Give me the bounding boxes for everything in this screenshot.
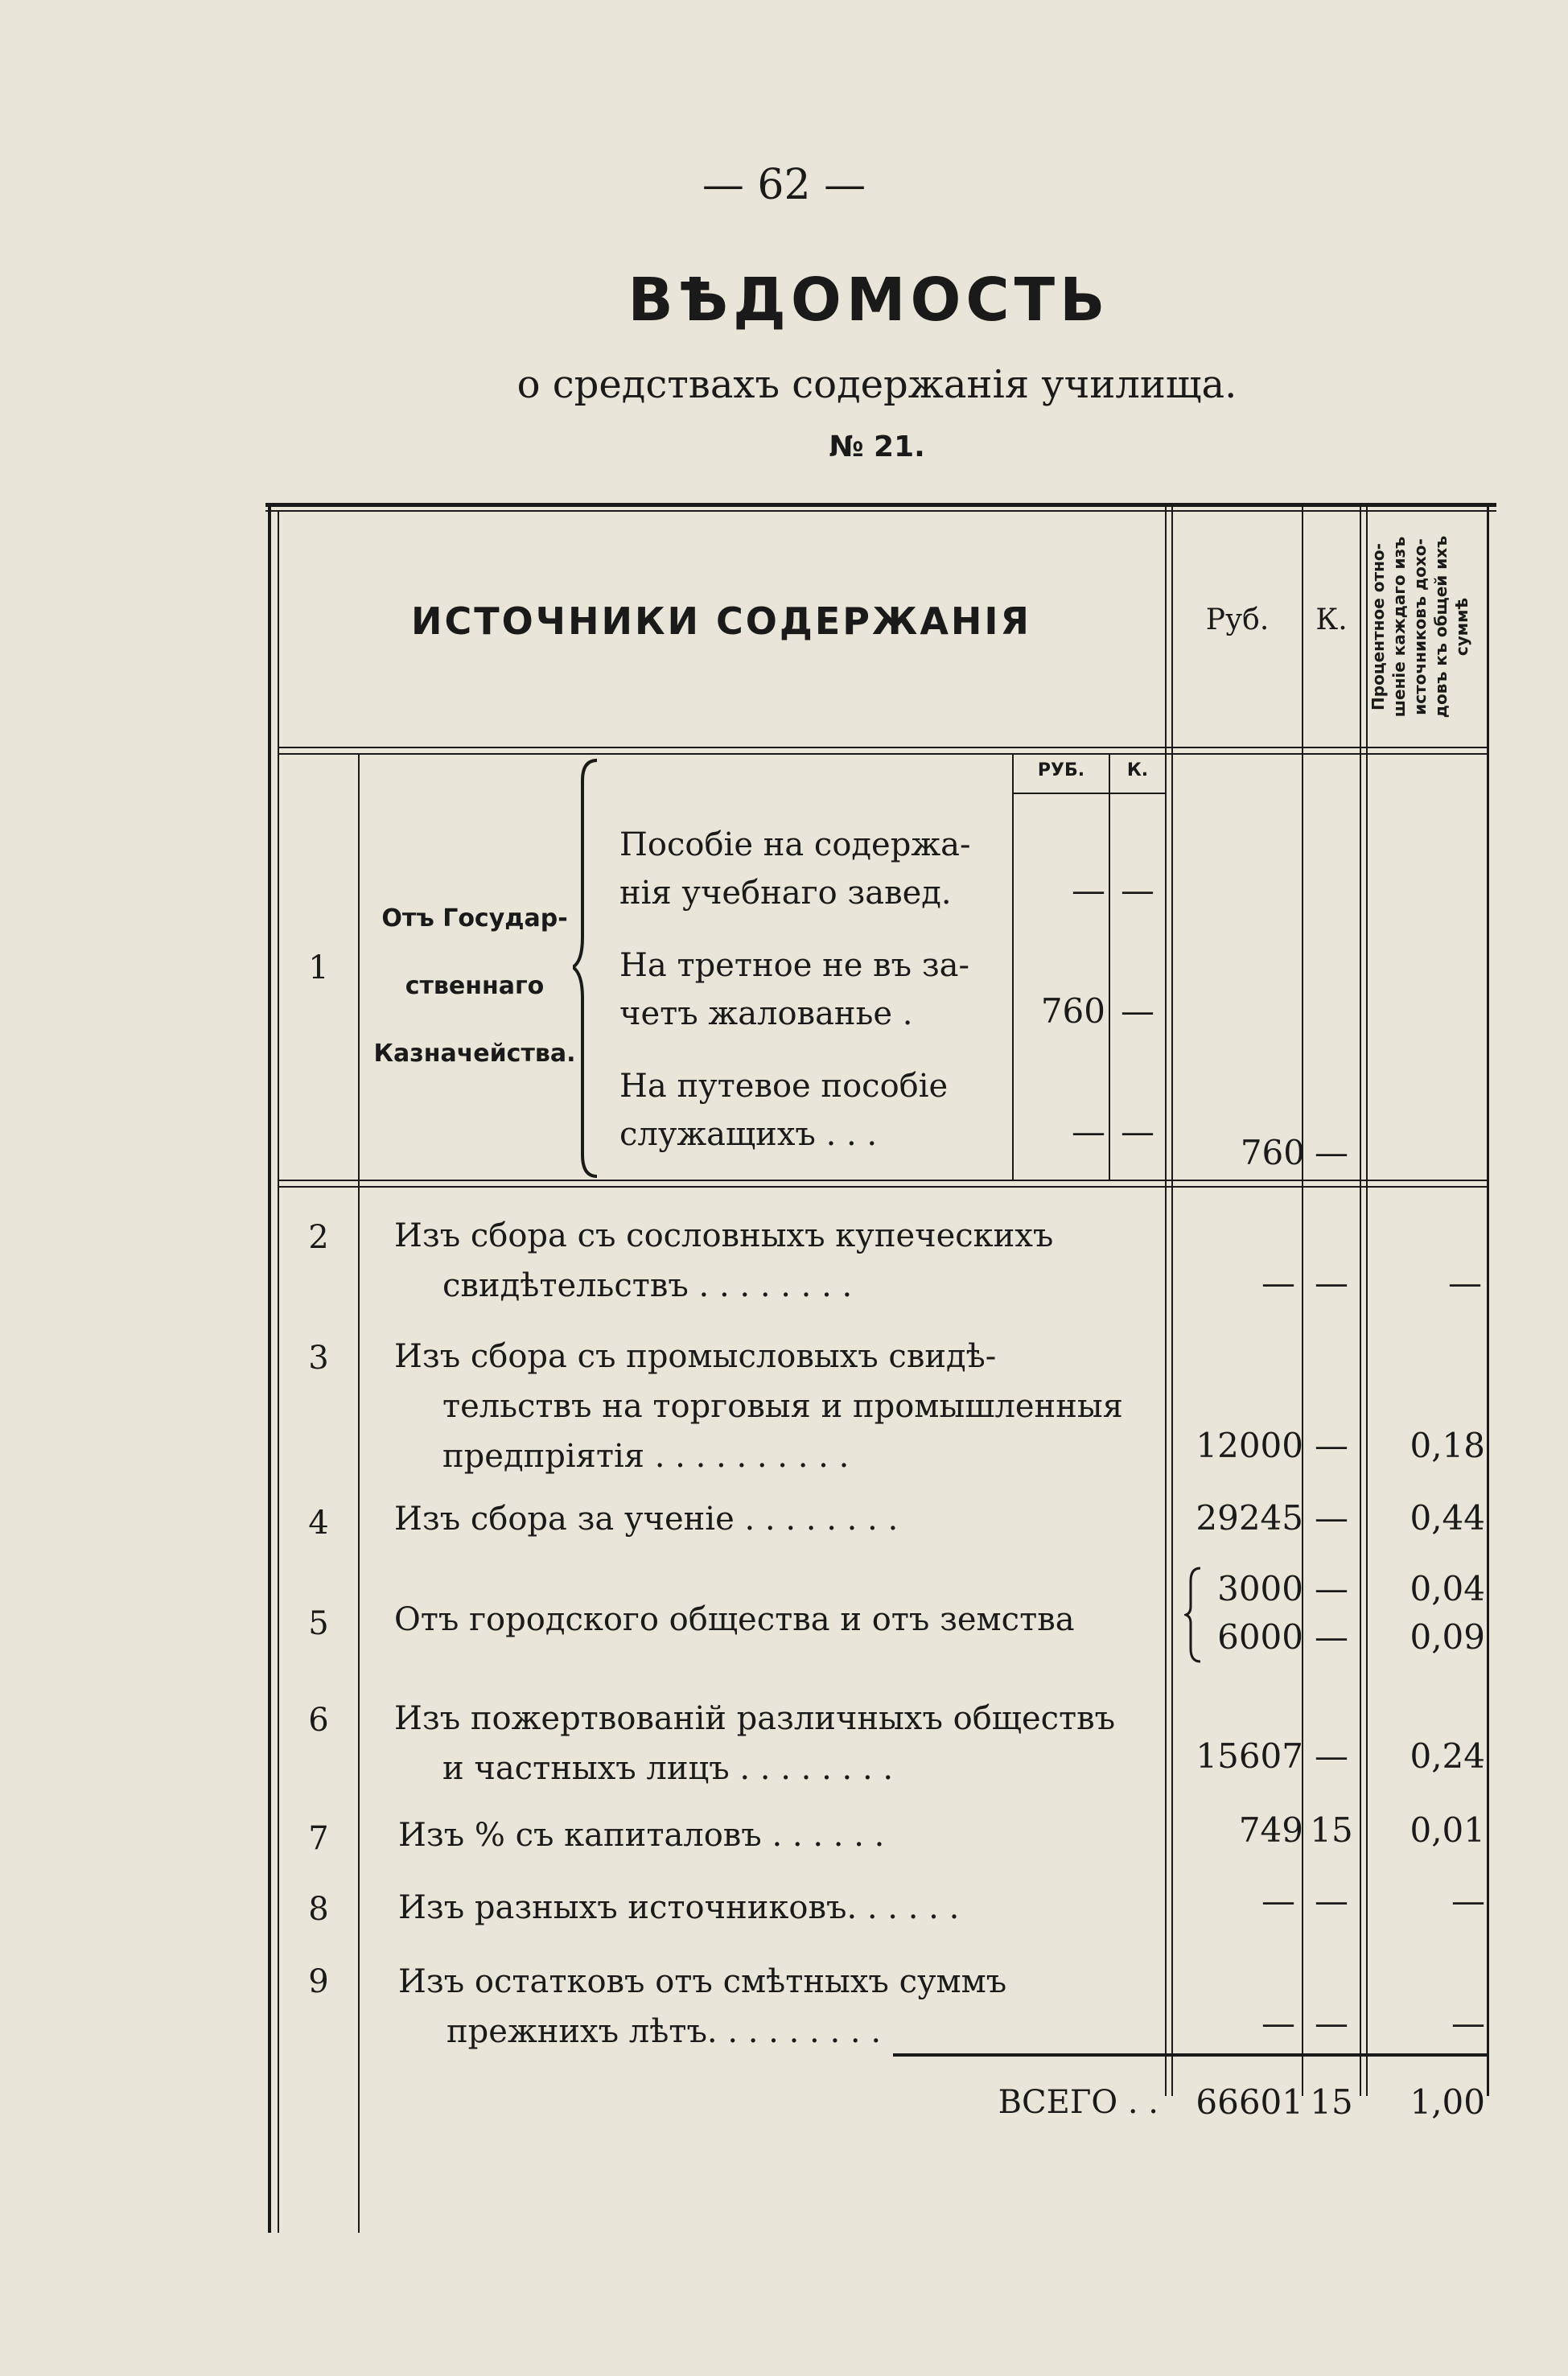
row3-rub: 12000 bbox=[1196, 1426, 1303, 1465]
table-left-border bbox=[268, 503, 271, 2233]
subheader-kop: К. bbox=[1126, 760, 1149, 780]
document-title: ВѢДОМОСТЬ bbox=[628, 266, 1110, 335]
row5-pct-a: 0,04 bbox=[1410, 1569, 1485, 1608]
row4-source: Изъ сбора за ученіе . . . . . . . . bbox=[394, 1501, 899, 1538]
row3-source-line: предпріятія . . . . . . . . . . bbox=[442, 1438, 850, 1475]
header-percent-line: довъ къ общей ихъ bbox=[1431, 535, 1451, 719]
row1-number: 1 bbox=[308, 949, 329, 986]
row9-number: 9 bbox=[308, 1963, 329, 2000]
total-rub: 66601 bbox=[1196, 2082, 1303, 2122]
total-label: ВСЕГО . . bbox=[998, 2084, 1159, 2121]
row1-item-line: Пособіе на содержа- bbox=[619, 826, 971, 863]
row7-kop: 15 bbox=[1310, 1810, 1353, 1850]
header-bottom-rule bbox=[278, 747, 1487, 748]
row1-bottom-rule-2 bbox=[278, 1186, 1487, 1188]
row2-number: 2 bbox=[308, 1219, 329, 1256]
row3-number: 3 bbox=[308, 1340, 329, 1377]
row4-kop: — bbox=[1315, 1498, 1348, 1538]
table-right-border bbox=[1487, 503, 1489, 2096]
row3-source-line: Изъ сбора съ промысловыхъ свидѣ- bbox=[394, 1338, 997, 1375]
row6-number: 6 bbox=[308, 1702, 329, 1739]
row1-item-line: На путевое пособіе bbox=[619, 1068, 949, 1105]
row1-item-line: служащихъ . . . bbox=[619, 1116, 878, 1153]
header-kop: К. bbox=[1315, 603, 1348, 636]
row9-rub: — bbox=[1261, 2003, 1295, 2043]
header-percent-line: источниковъ дохо- bbox=[1410, 538, 1430, 715]
header-bottom-rule-2 bbox=[278, 753, 1487, 755]
row6-rub: 15607 bbox=[1196, 1736, 1303, 1776]
row1-item-line: нія учебнаго завед. bbox=[619, 875, 952, 912]
row2-source-line: свидѣтельствъ . . . . . . . . bbox=[442, 1267, 853, 1304]
row8-number: 8 bbox=[308, 1891, 329, 1928]
rub-col-left bbox=[1165, 503, 1167, 2096]
rub-col-left-2 bbox=[1171, 503, 1173, 2096]
pct-col-left bbox=[1360, 503, 1361, 2096]
row8-kop: — bbox=[1315, 1881, 1348, 1921]
row9-source bbox=[398, 1957, 1006, 2057]
header-percent-line: шеніе каждаго изъ bbox=[1389, 536, 1409, 718]
row6-source bbox=[394, 1694, 1115, 1793]
row6-source-line: и частныхъ лицъ . . . . . . . . bbox=[442, 1750, 894, 1787]
subheader-rule bbox=[1012, 793, 1165, 794]
subrub-col-left bbox=[1012, 753, 1014, 1180]
total-pct: 1,00 bbox=[1410, 2082, 1485, 2122]
row2-rub: — bbox=[1261, 1263, 1295, 1303]
row1-item-1-kop: — bbox=[1121, 871, 1154, 910]
total-kop: 15 bbox=[1310, 2082, 1353, 2122]
row7-source: Изъ % съ капиталовъ . . . . . . bbox=[398, 1817, 885, 1854]
row1-item-2 bbox=[619, 941, 969, 1038]
row1-source-line: ственнаго bbox=[405, 972, 545, 1000]
subheader-rub: РУБ. bbox=[1037, 760, 1085, 780]
row6-source-line: Изъ пожертвованій различныхъ обществъ bbox=[394, 1700, 1116, 1737]
row1-item-3-rub: — bbox=[1072, 1112, 1105, 1151]
row4-number: 4 bbox=[308, 1505, 329, 1542]
row1-item-3-kop: — bbox=[1121, 1112, 1154, 1151]
row1-item-2-kop: — bbox=[1121, 991, 1154, 1031]
row9-pct: — bbox=[1451, 2003, 1485, 2043]
row1-item-1-rub: — bbox=[1072, 871, 1105, 910]
row7-number: 7 bbox=[308, 1820, 329, 1857]
document-number: № 21. bbox=[829, 430, 925, 463]
row9-kop: — bbox=[1315, 2003, 1348, 2043]
row9-source-line: Изъ остатковъ отъ смѣтныхъ суммъ bbox=[398, 1963, 1007, 2000]
row1-source bbox=[362, 885, 587, 1088]
header-rub: Руб. bbox=[1205, 603, 1270, 636]
row1-item-line: На третное не въ за- bbox=[619, 947, 970, 984]
row6-kop: — bbox=[1315, 1736, 1348, 1776]
row3-kop: — bbox=[1315, 1426, 1348, 1465]
row3-source-line: тельствъ на торговыя и промышленныя bbox=[442, 1388, 1123, 1425]
row1-total-kop: — bbox=[1315, 1133, 1348, 1172]
row1-brace bbox=[573, 756, 605, 1183]
row1-item-line: четъ жалованье . bbox=[619, 995, 913, 1032]
row1-item-1 bbox=[619, 821, 970, 917]
row5-pct-b: 0,09 bbox=[1410, 1617, 1485, 1657]
row3-pct: 0,18 bbox=[1410, 1426, 1485, 1465]
table-top-rule-inner bbox=[265, 510, 1496, 512]
row1-item-2-rub: 760 bbox=[1040, 991, 1105, 1031]
row8-pct: — bbox=[1451, 1881, 1485, 1921]
header-percent-line: суммѣ bbox=[1452, 597, 1471, 657]
page-number: — 62 — bbox=[702, 161, 866, 209]
row2-source-line: Изъ сбора съ сословныхъ купеческихъ bbox=[394, 1217, 1054, 1254]
row9-source-line: прежнихъ лѣтъ. . . . . . . . . bbox=[447, 2013, 882, 2050]
row3-source bbox=[394, 1332, 1123, 1481]
no-col-right bbox=[358, 753, 360, 2233]
row2-kop: — bbox=[1315, 1263, 1348, 1303]
row5-number: 5 bbox=[308, 1605, 329, 1642]
row5-rub-b: 6000 bbox=[1217, 1617, 1303, 1657]
header-percent bbox=[1368, 507, 1487, 747]
row5-source: Отъ городского общества и отъ земства bbox=[394, 1601, 1075, 1638]
table-top-rule bbox=[265, 503, 1496, 507]
row5-kop-a: — bbox=[1315, 1569, 1348, 1608]
row7-rub: 749 bbox=[1238, 1810, 1303, 1850]
row1-source-line: Отъ Государ- bbox=[381, 904, 568, 933]
header-percent-line: Процентное отно- bbox=[1368, 543, 1388, 710]
row2-pct: — bbox=[1448, 1263, 1482, 1303]
row1-item-3 bbox=[619, 1062, 948, 1159]
row5-kop-b: — bbox=[1315, 1617, 1348, 1657]
header-sources: ИСТОЧНИКИ СОДЕРЖАНІЯ bbox=[411, 599, 1031, 643]
row8-rub: — bbox=[1261, 1881, 1295, 1921]
document-subtitle: о средствахъ содержанія училища. bbox=[516, 362, 1237, 407]
row6-pct: 0,24 bbox=[1410, 1736, 1485, 1776]
row5-rub-a: 3000 bbox=[1217, 1569, 1303, 1608]
row1-bottom-rule bbox=[278, 1180, 1487, 1181]
row2-source bbox=[394, 1211, 1053, 1311]
row4-rub: 29245 bbox=[1196, 1498, 1303, 1538]
row7-pct: 0,01 bbox=[1410, 1810, 1485, 1850]
row1-total-rub: 760 bbox=[1240, 1133, 1305, 1172]
row4-pct: 0,44 bbox=[1410, 1498, 1485, 1538]
row8-source: Изъ разныхъ источниковъ. . . . . . bbox=[398, 1889, 960, 1926]
row1-source-line: Казначейства. bbox=[373, 1040, 576, 1068]
